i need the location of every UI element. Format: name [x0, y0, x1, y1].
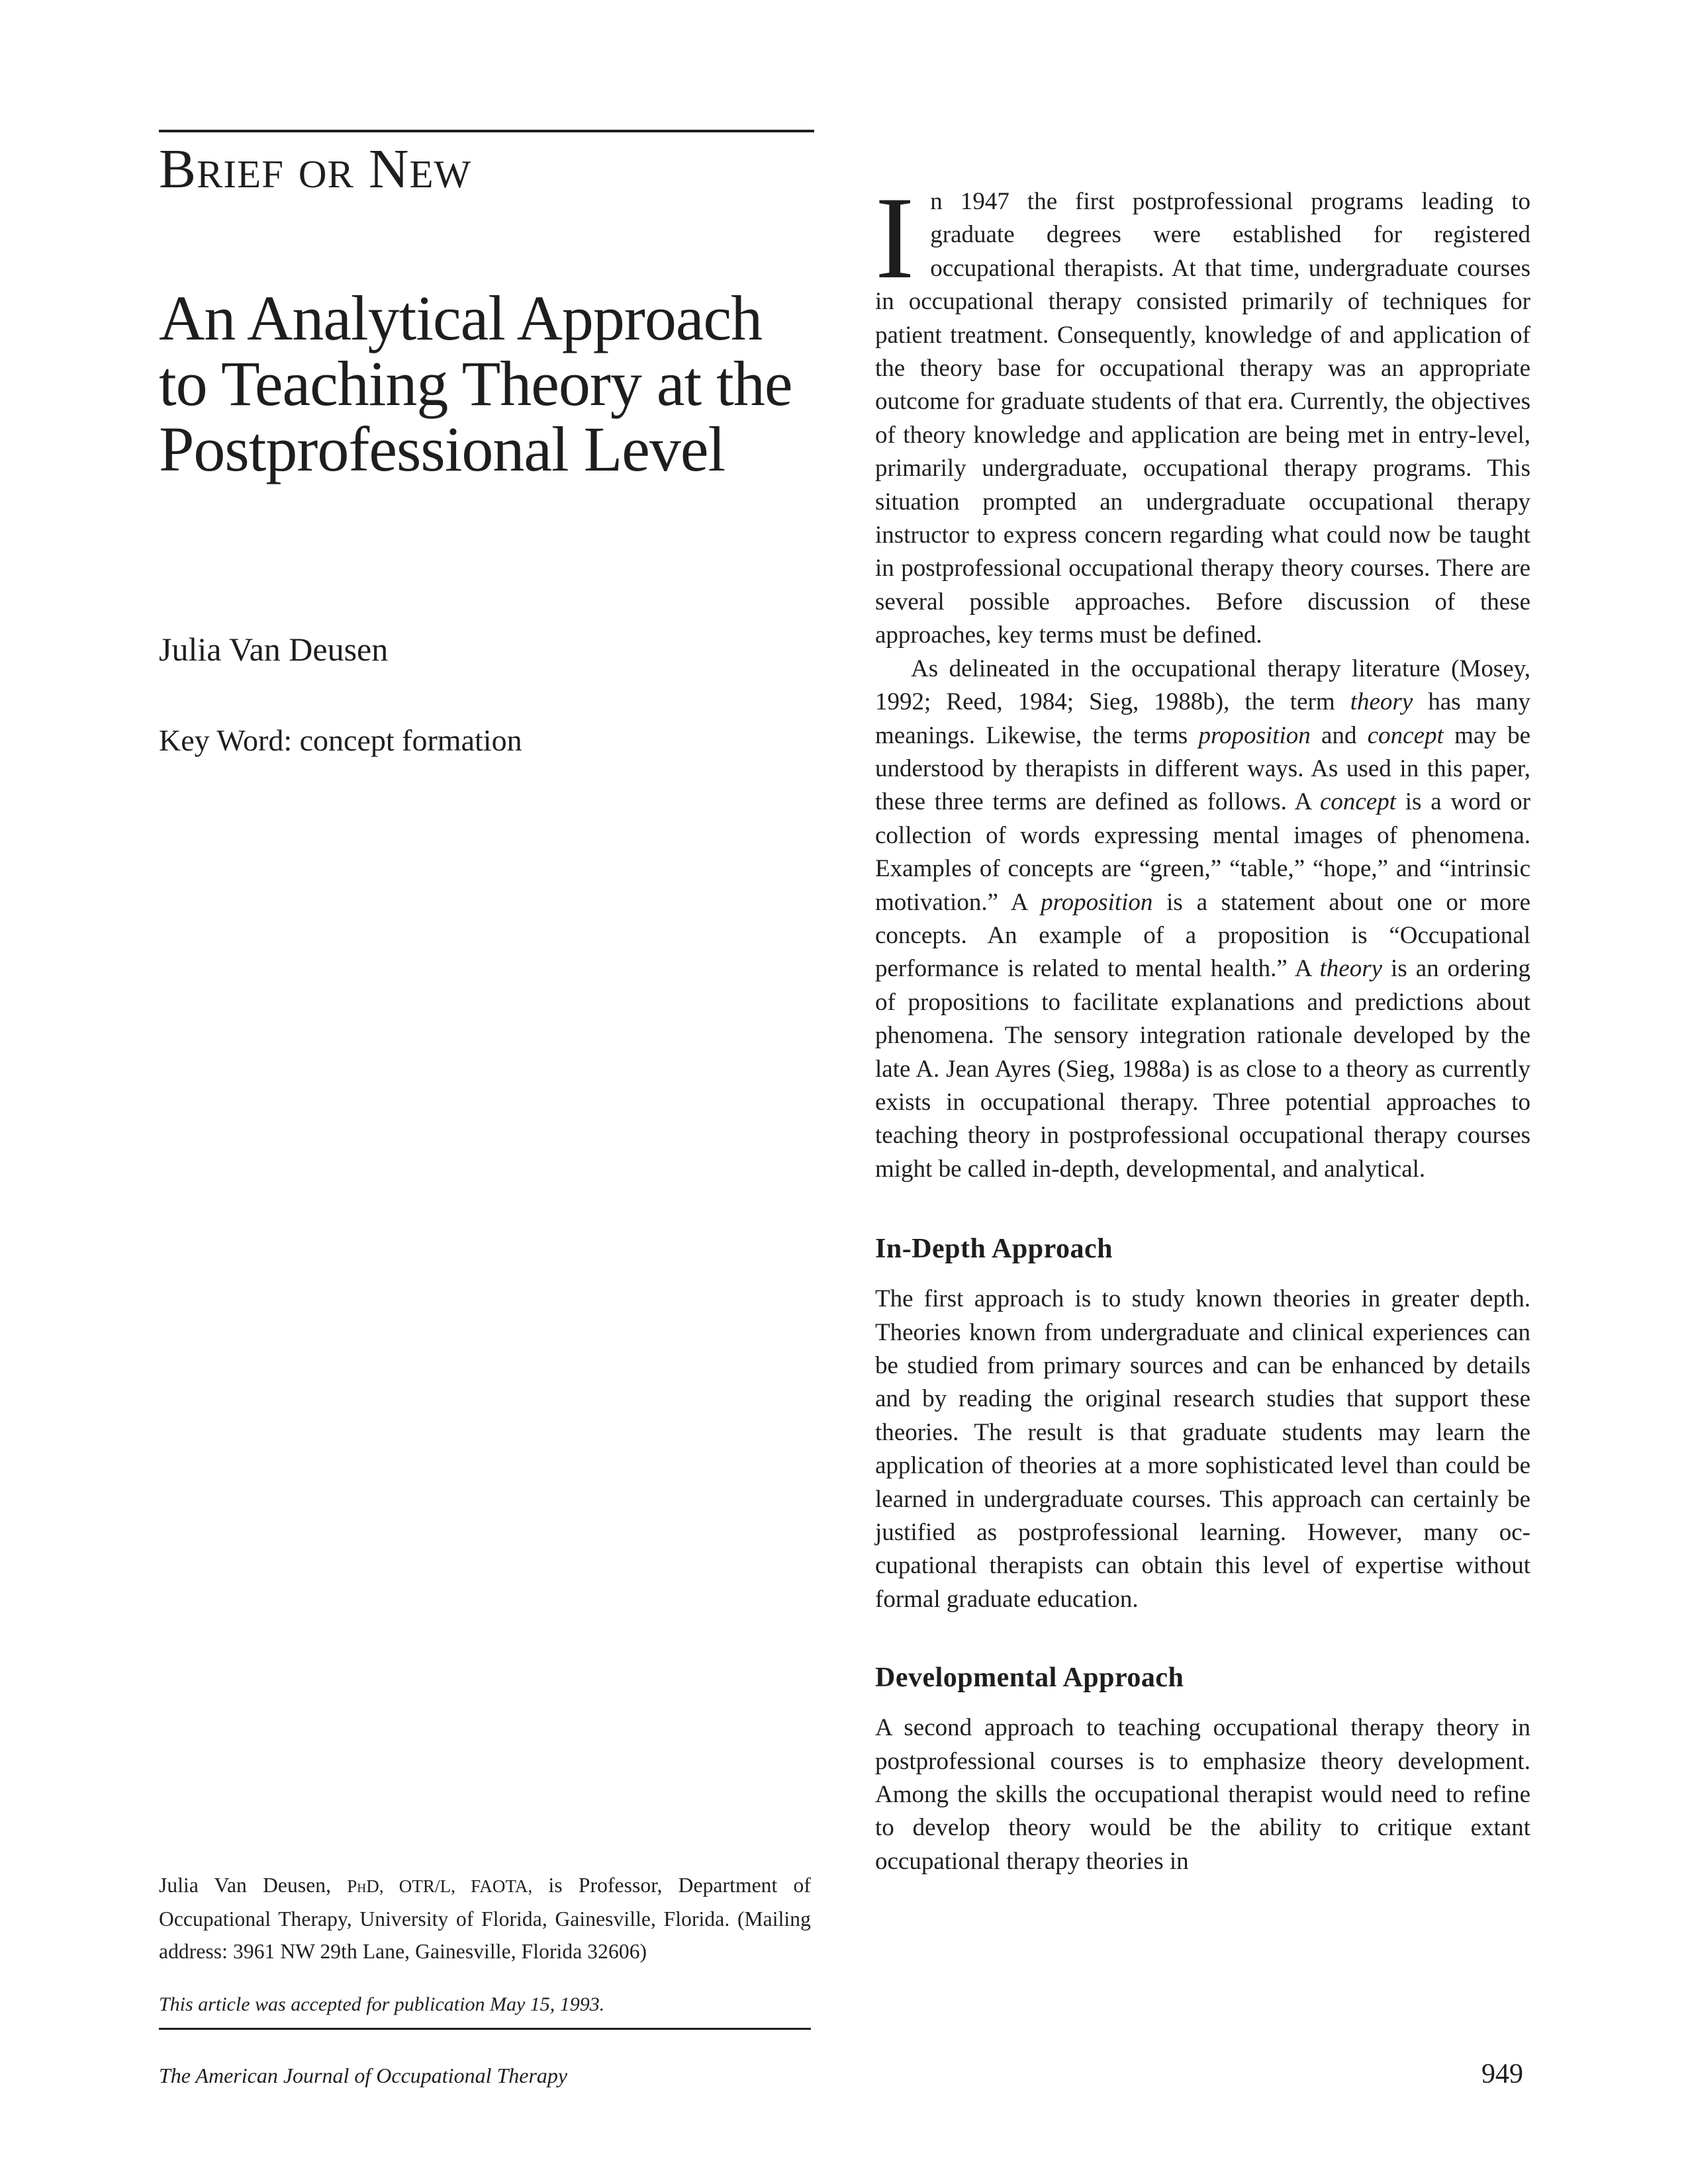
term-theory-2: theory — [1319, 955, 1383, 983]
term-concept-2: concept — [1319, 788, 1397, 816]
intro-text: n 1947 the first postprofessional programs leading to graduate degrees were established for registered occupational therapists. At that time, undergraduate courses in occupational therapy consisted primarily of techniques for patient treatment. Consequently, knowledge of and application of the theory base for occupational therapy was an appropriate outcome for graduate students of that era. Currently, the objectives of theory knowledge and application are being met in entry-level, primarily undergraduate, occupational therapy programs. This situation prompted an undergraduate occupational therapy instructor to express concern regarding what could now be taught in postprofessional occupational therapy theory courses. There are several possible approaches. Before discussion of these approaches, key terms must be defined. — [875, 188, 1530, 649]
article-title: An Analytical Approach to Teaching Theory at the Postprofessional Level — [159, 283, 792, 484]
footnote-name: Julia Van Deusen, — [159, 1874, 348, 1897]
term-proposition-2: proposition — [1041, 888, 1153, 916]
footnote-degrees: PhD, OTR/L, FAOTA, — [347, 1876, 533, 1896]
definitions-text-6: is a statement about one or more concepts. An example of a proposition is “Occupational performance is related to mental health.” A — [875, 888, 1530, 983]
author-affiliation-footnote — [159, 1869, 811, 1968]
term-concept: concept — [1367, 721, 1444, 749]
definitions-text-3: and — [1310, 721, 1368, 749]
definitions-text-5: is a word or collection of words expressing mental images of phenomena. Examples of concepts are “green,” “table,” “hope,” and “intrinsic motivation.” A — [875, 788, 1530, 916]
author-name: Julia Van Deusen — [159, 631, 389, 668]
footnote-text: is Professor, Department of Occupational Therapy, University of Florida, Gainesville, Florida. (Mailing address: 3961 NW 29th Lane, Gainesville, Florida 32606) — [159, 1874, 811, 1963]
in-depth-paragraph: The first approach is to study known theories in greater depth. Theories known from undergraduate and clinical experiences can be studied from primary sources and can be enhanced by details and by reading the original research studies that support these theories. The result is that graduate students may learn the application of theories at a more sophisticated level than could be learned in undergraduate courses. This approach can certainly be justified as postprofessional learning. However, many occupational therapists can obtain this level of expertise without formal graduate education. — [875, 1285, 1530, 1613]
journal-name: The American Journal of Occupational Therapy — [159, 2064, 568, 2087]
term-proposition: proposition — [1198, 721, 1311, 749]
key-word: Key Word: concept formation — [159, 723, 522, 757]
developmental-paragraph: A second approach to teaching occupational therapy theory in postprofessional courses is to emphasize theory development. Among the skills the occupational therapist would need to refine to develop theory would be the ability to critique extant occupational therapy theories in — [875, 1714, 1530, 1875]
page-number: 949 — [1481, 2059, 1523, 2089]
definitions-text-7: is an ordering of propositions to facilitate explanations and predictions about phenomena. The sensory integration rationale developed by the late A. Jean Ayres (Sieg, 1988a) is as close to a theory as currently exists in occupational therapy. Three potential approaches to teaching theory in postprofessional occupational therapy courses might be called in-depth, developmental, and analytical. — [875, 955, 1531, 1183]
definitions-paragraph — [875, 653, 1530, 1187]
acceptance-note: This article was accepted for publication May 15, 1993. — [159, 1993, 605, 2015]
heading-developmental-approach: Developmental Approach — [875, 1662, 1184, 1694]
header-rule — [159, 130, 814, 132]
footnote-rule — [159, 2028, 811, 2030]
term-theory: theory — [1350, 688, 1413, 716]
section-label: Brief or New — [159, 138, 472, 200]
definitions-text-1: As delineated in the occupational therapy literature (Mosey, 1992; Reed, 1984; Sieg, 1988b), the term — [875, 655, 1530, 716]
intro-paragraph — [875, 172, 1530, 653]
body-column — [875, 172, 1531, 1878]
heading-in-depth-approach: In-Depth Approach — [875, 1234, 1113, 1265]
drop-cap: I — [875, 172, 915, 303]
definitions-text-4: may be understood by therapists in different ways. As used in this paper, these three terms are defined as follows. A — [875, 721, 1530, 816]
definitions-text-2: has many meanings. Likewise, the terms — [875, 688, 1530, 749]
